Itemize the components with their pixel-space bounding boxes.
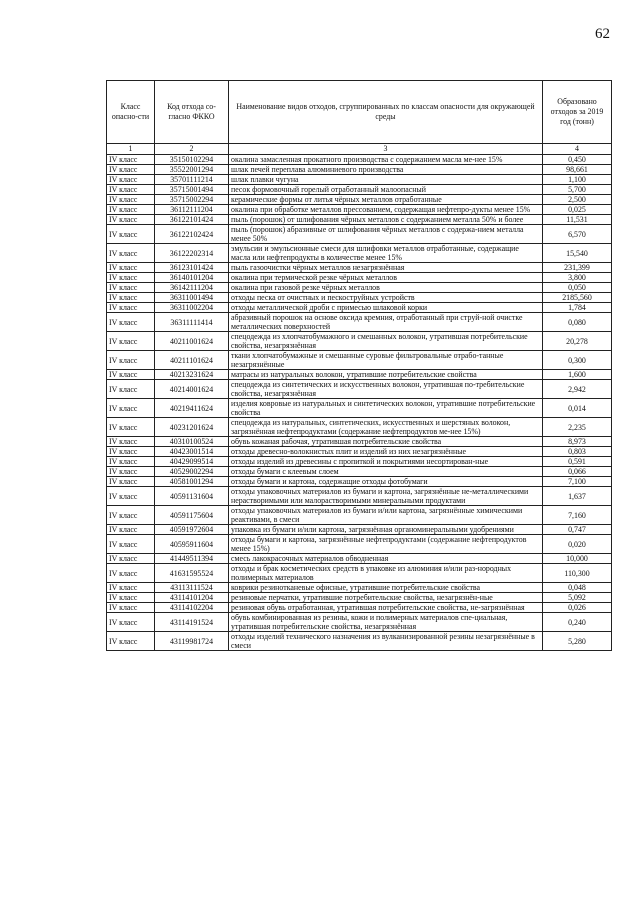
table-row [107,535,612,554]
code-cell: 36311001494 [155,293,229,303]
class-cell: IV класс [107,244,155,263]
code-cell: 35701111214 [155,175,229,185]
table-row [107,613,612,632]
amount-cell: 7,160 [543,506,612,525]
amount-cell: 0,080 [543,313,612,332]
amount-cell: 231,399 [543,263,612,273]
name-cell: окалина при газовой резке чёрных металлов [229,283,543,293]
class-cell: IV класс [107,603,155,613]
code-cell: 36142111204 [155,283,229,293]
name-cell: обувь кожаная рабочая, утратившая потребительские свойства [229,437,543,447]
amount-cell: 0,048 [543,583,612,593]
code-cell: 40591175604 [155,506,229,525]
class-cell: IV класс [107,487,155,506]
table-row [107,487,612,506]
class-cell: IV класс [107,477,155,487]
amount-cell: 3,800 [543,273,612,283]
class-cell: IV класс [107,205,155,215]
code-cell: 40213231624 [155,370,229,380]
code-cell: 35715001494 [155,185,229,195]
table-row [107,165,612,175]
code-cell: 40423001514 [155,447,229,457]
class-cell: IV класс [107,332,155,351]
table-row [107,215,612,225]
table-row [107,244,612,263]
amount-cell: 0,591 [543,457,612,467]
code-cell: 36122102424 [155,225,229,244]
amount-cell: 5,280 [543,632,612,651]
name-cell: шлак плавки чугуна [229,175,543,185]
class-cell: IV класс [107,293,155,303]
class-cell: IV класс [107,175,155,185]
name-cell: окалина замасленная прокатного производства с содержанием масла ме-нее 15% [229,155,543,165]
column-number: 3 [229,144,543,155]
class-cell: IV класс [107,447,155,457]
class-cell: IV класс [107,418,155,437]
amount-cell: 1,637 [543,487,612,506]
class-cell: IV класс [107,165,155,175]
header-amount: Образовано отходов за 2019 год (тонн) [543,81,612,144]
code-cell: 35522001294 [155,165,229,175]
class-cell: IV класс [107,467,155,477]
code-cell: 40591131604 [155,487,229,506]
amount-cell: 0,803 [543,447,612,457]
table-row [107,583,612,593]
class-cell: IV класс [107,593,155,603]
code-cell: 43114191524 [155,613,229,632]
table-row [107,564,612,583]
name-cell: резиновая обувь отработанная, утратившая потребительские свойства, не-загрязнённая [229,603,543,613]
class-cell: IV класс [107,273,155,283]
table-row [107,554,612,564]
name-cell: отходы бумаги с клеевым слоем [229,467,543,477]
table-row [107,603,612,613]
amount-cell: 0,014 [543,399,612,418]
class-cell: IV класс [107,195,155,205]
code-cell: 40310100524 [155,437,229,447]
class-cell: IV класс [107,437,155,447]
class-cell: IV класс [107,554,155,564]
table-row [107,263,612,273]
amount-cell: 0,450 [543,155,612,165]
name-cell: отходы бумаги и картона, содержащие отходы фотобумаги [229,477,543,487]
code-cell: 35150102294 [155,155,229,165]
amount-cell: 15,540 [543,244,612,263]
name-cell: отходы песка от очистных и пескоструйных устройств [229,293,543,303]
name-cell: шлак печей переплава алюминиевого производства [229,165,543,175]
name-cell: отходы металлической дроби с примесью шлаковой корки [229,303,543,313]
code-cell: 36122101424 [155,215,229,225]
table-row [107,332,612,351]
name-cell: отходы и брак косметических средств в упаковке из алюминия и/или раз-нородных полимерных материалов [229,564,543,583]
name-cell: изделия ковровые из натуральных и синтетических волокон, утратившие потребительские свойства [229,399,543,418]
name-cell: эмульсии и эмульсионные смеси для шлифовки металлов отработанные, содержащие масла или нефтепродукты в количестве менее 15% [229,244,543,263]
table-row [107,313,612,332]
amount-cell: 110,300 [543,564,612,583]
class-cell: IV класс [107,506,155,525]
amount-cell: 6,570 [543,225,612,244]
amount-cell: 7,100 [543,477,612,487]
table-row [107,380,612,399]
amount-cell: 98,661 [543,165,612,175]
table-row [107,175,612,185]
amount-cell: 2,235 [543,418,612,437]
header-code: Код отхода со-гласно ФККО [155,81,229,144]
code-cell: 40231201624 [155,418,229,437]
amount-cell: 20,278 [543,332,612,351]
class-cell: IV класс [107,380,155,399]
code-cell: 36311002204 [155,303,229,313]
class-cell: IV класс [107,583,155,593]
table-row [107,273,612,283]
table-row [107,351,612,370]
code-cell: 41449511394 [155,554,229,564]
table-row [107,370,612,380]
name-cell: отходы древесно-волокнистых плит и изделий из них незагрязнённые [229,447,543,457]
amount-cell: 2185,560 [543,293,612,303]
code-cell: 36122202314 [155,244,229,263]
amount-cell: 2,942 [543,380,612,399]
table-row [107,225,612,244]
name-cell: обувь комбинированная из резины, кожи и полимерных материалов спе-циальная, утратившая потребительские свойства, незагрязнённая [229,613,543,632]
table-header [107,81,612,155]
waste-table [106,80,612,651]
class-cell: IV класс [107,303,155,313]
name-cell: песок формовочный горелый отработанный малоопасный [229,185,543,195]
code-cell: 40211001624 [155,332,229,351]
code-cell: 40211101624 [155,351,229,370]
table-row [107,447,612,457]
name-cell: резиновые перчатки, утратившие потребительские свойства, незагрязнён-ные [229,593,543,603]
amount-cell: 10,000 [543,554,612,564]
header-class: Класс опасно-сти [107,81,155,144]
class-cell: IV класс [107,399,155,418]
code-cell: 36112111204 [155,205,229,215]
name-cell: коврики резинотканевые офисные, утратившие потребительские свойства [229,583,543,593]
name-cell: окалина при термической резке чёрных металлов [229,273,543,283]
name-cell: абразивный порошок на основе оксида кремния, отработанный при струй-ной очистке металлических поверхностей [229,313,543,332]
table-row [107,525,612,535]
code-cell: 43114101204 [155,593,229,603]
name-cell: отходы упаковочных материалов из бумаги и/или картона, загрязнённые химическими реактивами, в смеси [229,506,543,525]
table-row [107,632,612,651]
code-cell: 36140101204 [155,273,229,283]
name-cell: окалина при обработке металлов прессованием, содержащая нефтепро-дукты менее 15% [229,205,543,215]
table-body [107,155,612,651]
name-cell: отходы бумаги и картона, загрязнённые нефтепродуктами (содержание нефтепродуктов менее 15%) [229,535,543,554]
code-cell: 36311111414 [155,313,229,332]
table-row [107,467,612,477]
amount-cell: 8,973 [543,437,612,447]
table-row [107,195,612,205]
code-cell: 40595911604 [155,535,229,554]
class-cell: IV класс [107,457,155,467]
code-cell: 40581001294 [155,477,229,487]
code-cell: 40214001624 [155,380,229,399]
name-cell: спецодежда из хлопчатобумажного и смешанных волокон, утратившая потребительские свойства, незагрязнённая [229,332,543,351]
class-cell: IV класс [107,632,155,651]
table-row [107,437,612,447]
amount-cell: 0,066 [543,467,612,477]
class-cell: IV класс [107,564,155,583]
class-cell: IV класс [107,535,155,554]
table-row [107,477,612,487]
table-row [107,399,612,418]
code-cell: 41631595524 [155,564,229,583]
class-cell: IV класс [107,283,155,293]
amount-cell: 1,784 [543,303,612,313]
amount-cell: 0,026 [543,603,612,613]
name-cell: отходы упаковочных материалов из бумаги и картона, загрязнённые не-металлическими нерастворимыми или малорастворимыми минеральными продуктами [229,487,543,506]
table-row [107,457,612,467]
column-number: 4 [543,144,612,155]
code-cell: 40429099514 [155,457,229,467]
amount-cell: 0,020 [543,535,612,554]
name-cell: матрасы из натуральных волокон, утратившие потребительские свойства [229,370,543,380]
amount-cell: 0,050 [543,283,612,293]
amount-cell: 1,100 [543,175,612,185]
code-cell: 40219411624 [155,399,229,418]
class-cell: IV класс [107,215,155,225]
column-number: 1 [107,144,155,155]
table-row [107,593,612,603]
class-cell: IV класс [107,525,155,535]
table-row [107,293,612,303]
amount-cell: 5,092 [543,593,612,603]
amount-cell: 0,747 [543,525,612,535]
code-cell: 43113111524 [155,583,229,593]
name-cell: упаковка из бумаги и/или картона, загрязнённая органоминеральными удобрениями [229,525,543,535]
name-cell: смесь лакокрасочных материалов обводненная [229,554,543,564]
column-number: 2 [155,144,229,155]
name-cell: отходы изделий технического назначения из вулканизированной резины незагрязнённые в смеси [229,632,543,651]
table-row [107,283,612,293]
code-cell: 36123101424 [155,263,229,273]
amount-cell: 0,300 [543,351,612,370]
class-cell: IV класс [107,155,155,165]
code-cell: 40591972604 [155,525,229,535]
name-cell: пыль (порошок) от шлифования чёрных металлов с содержанием металла 50% и более [229,215,543,225]
header-name: Наименование видов отходов, сгруппированных по классам опасности для окружающей среды [229,81,543,144]
name-cell: керамические формы от литья чёрных металлов отработанные [229,195,543,205]
amount-cell: 0,025 [543,205,612,215]
amount-cell: 11,531 [543,215,612,225]
amount-cell: 2,500 [543,195,612,205]
amount-cell: 5,700 [543,185,612,195]
code-cell: 43119981724 [155,632,229,651]
table-row [107,155,612,165]
name-cell: спецодежда из синтетических и искусственных волокон, утратившая по-требительские свойства, незагрязнённая [229,380,543,399]
class-cell: IV класс [107,351,155,370]
class-cell: IV класс [107,613,155,632]
table-row [107,506,612,525]
name-cell: спецодежда из натуральных, синтетических, искусственных и шерстяных волокон, загрязнённая нефтепродуктами (содержание нефтепродуктов ме-нее 15%) [229,418,543,437]
amount-cell: 1,600 [543,370,612,380]
class-cell: IV класс [107,313,155,332]
name-cell: ткани хлопчатобумажные и смешанные суровые фильтровальные отрабо-танные незагрязнённые [229,351,543,370]
code-cell: 43114102204 [155,603,229,613]
class-cell: IV класс [107,185,155,195]
name-cell: отходы изделий из древесины с пропиткой и покрытиями несортирован-ные [229,457,543,467]
name-cell: пыль (порошок) абразивные от шлифования чёрных металлов с содержа-нием металла менее 50% [229,225,543,244]
name-cell: пыль газоочистки чёрных металлов незагрязнённая [229,263,543,273]
code-cell: 40529002294 [155,467,229,477]
class-cell: IV класс [107,370,155,380]
code-cell: 35715002294 [155,195,229,205]
amount-cell: 0,240 [543,613,612,632]
class-cell: IV класс [107,225,155,244]
page-number: 62 [595,26,610,42]
class-cell: IV класс [107,263,155,273]
table-row [107,205,612,215]
table-row [107,303,612,313]
table-row [107,418,612,437]
table-row [107,185,612,195]
